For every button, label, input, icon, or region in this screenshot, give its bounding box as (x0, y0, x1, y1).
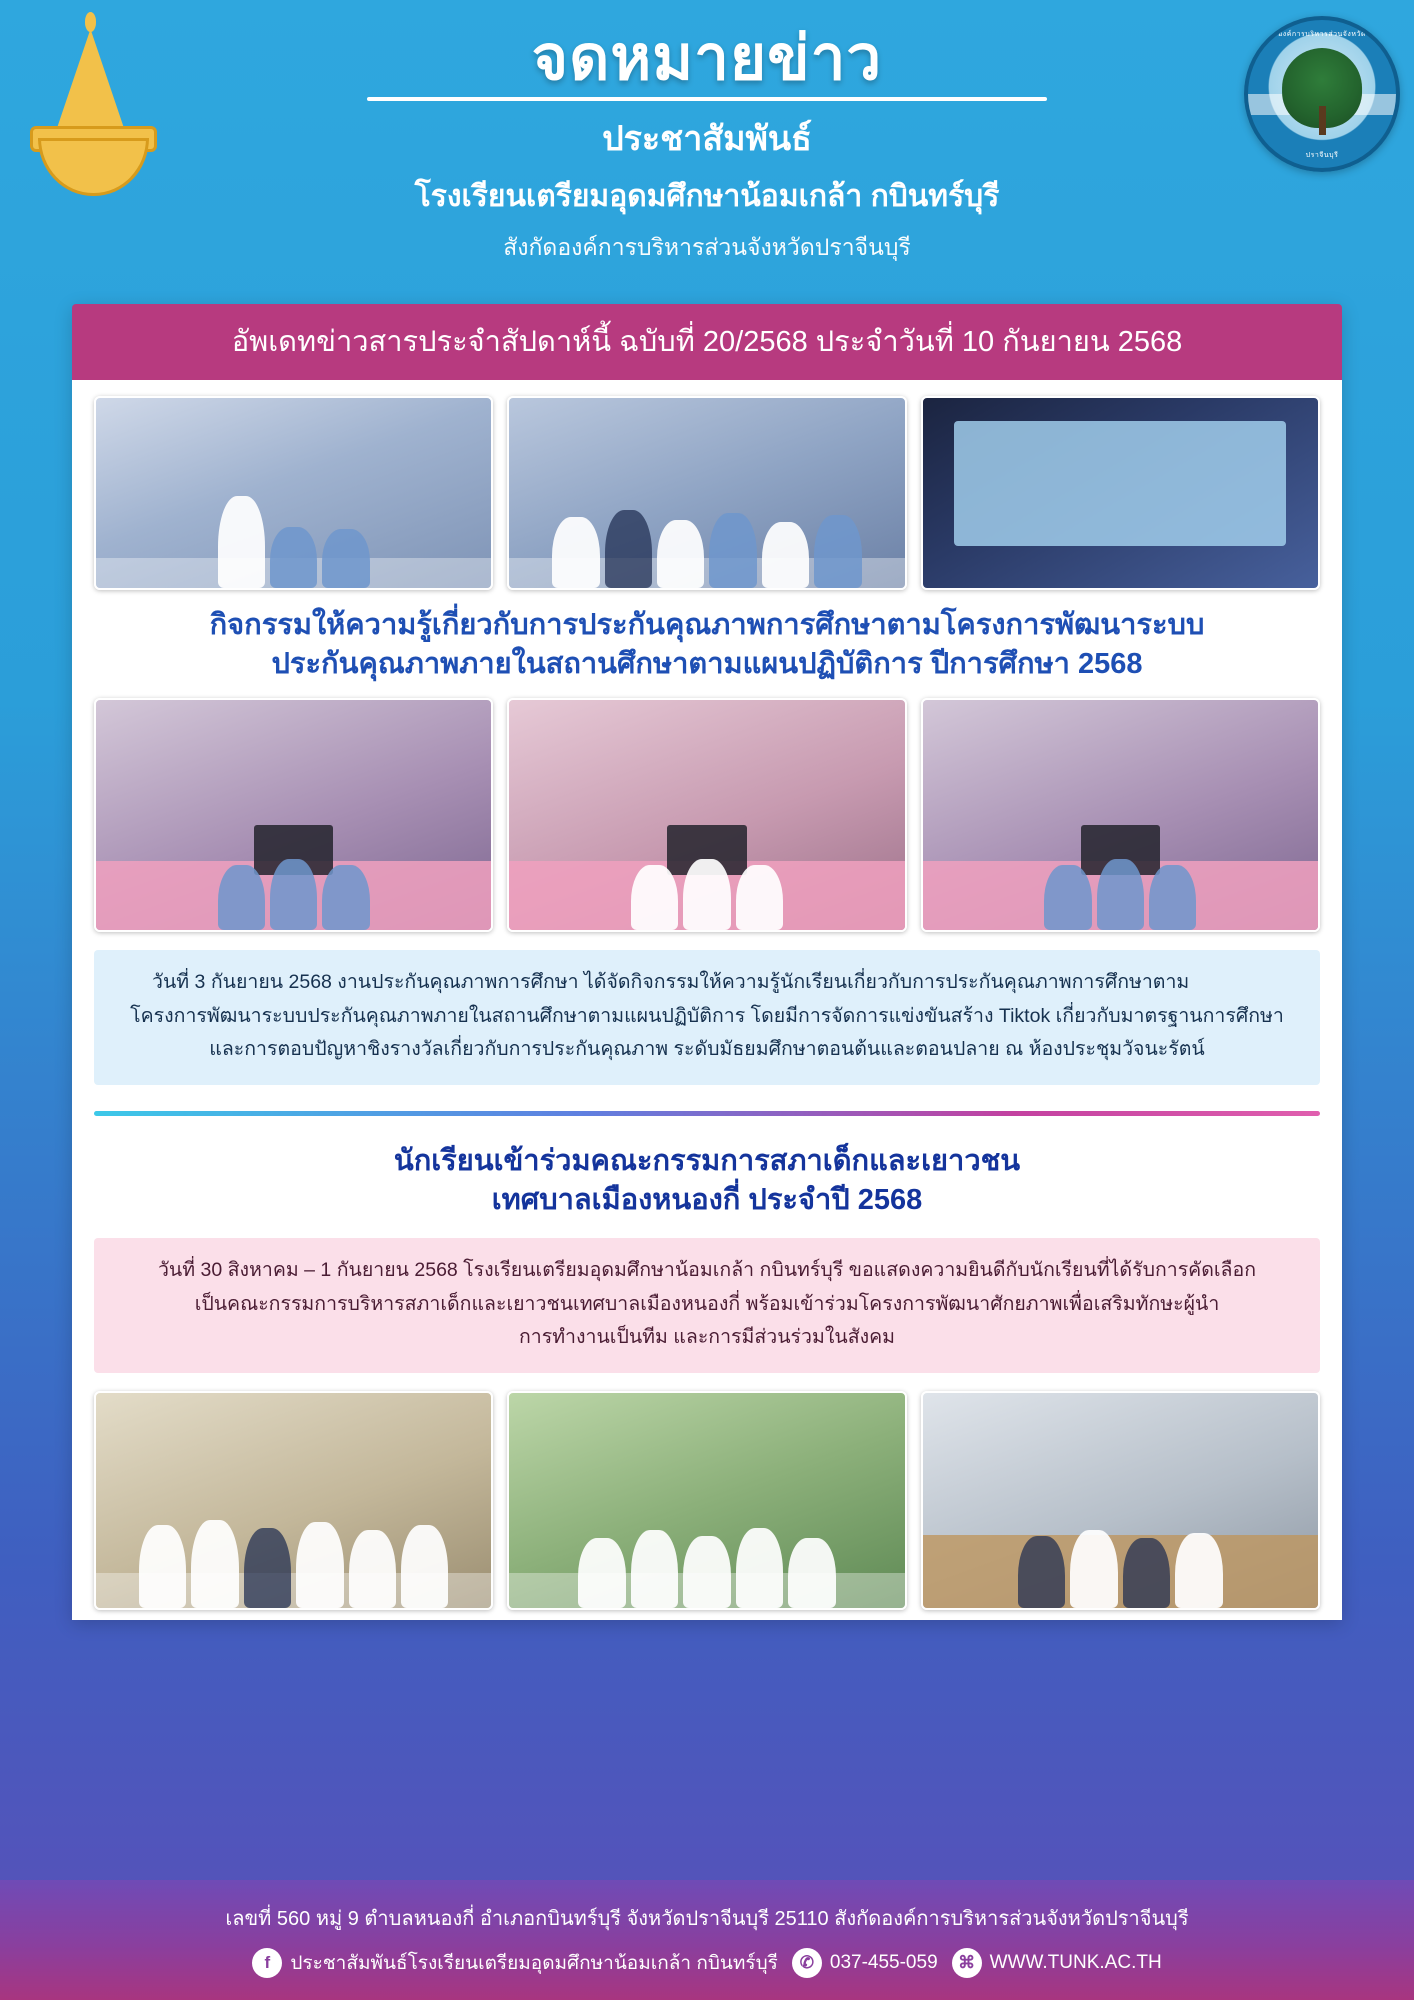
section1-headline-line2: ประกันคุณภาพภายในสถานศึกษาตามแผนปฏิบัติการ ปีการศึกษา 2568 (271, 648, 1143, 681)
section2-paragraph-line3: การทำงานเป็นทีม และการมีส่วนร่วมในสังคม (518, 1326, 896, 1349)
footer-facebook[interactable] (252, 1948, 778, 1978)
footer-phone-label: 037-455-059 (829, 1952, 938, 1973)
page-title: จดหมายข่าว (531, 24, 883, 93)
photo-students-table-blue (94, 698, 493, 932)
section1-paragraph-line3: และการตอบปัญหาชิงรางวัลเกี่ยวกับการประกันคุณภาพ ระดับมัธยมศึกษาตอนต้นและตอนปลาย ณ ห้องประชุมวัจนะรัตน์ (209, 1038, 1205, 1061)
seal-text-top: องค์การบริหารส่วนจังหวัด (1278, 30, 1366, 38)
globe-icon: ⌘ (952, 1948, 982, 1978)
section-divider (94, 1111, 1320, 1116)
photo-group-outdoor (507, 1391, 906, 1610)
footer-contacts (0, 1948, 1414, 1978)
section2-paragraph-line2: เป็นคณะกรรมการบริหารสภาเด็กและเยาวชนเทศบาลเมืองหนองกี่ พร้อมเข้าร่วมโครงการพัฒนาศักยภาพเพื่อเสริมทักษะผู้นำ (194, 1292, 1220, 1315)
footer-address: เลขที่ 560 หมู่ 9 ตำบลหนองกี่ อำเภอกบินทร์บุรี จังหวัดปราจีนบุรี 25110 สังกัดองค์การบริหารส่วนจังหวัดปราจีนบุรี (225, 1908, 1189, 1930)
title-divider (367, 97, 1047, 101)
issue-banner: อัพเดทข่าวสารประจำสัปดาห์นี้ ฉบับที่ 20/2568 ประจำวันที่ 10 กันยายน 2568 (72, 304, 1342, 380)
footer-website-label: WWW.TUNK.AC.TH (989, 1952, 1162, 1973)
facebook-icon: f (252, 1948, 282, 1978)
section2-paragraph (94, 1238, 1320, 1373)
photo-student-group (507, 396, 906, 590)
photo-presentation-screen (921, 396, 1320, 590)
section1-paragraph-line2: โครงการพัฒนาระบบประกันคุณภาพภายในสถานศึกษาตามแผนปฏิบัติการ โดยมีการจัดการแข่งขันสร้าง Tiktok เกี่ยวกับมาตรฐานการศึกษา (130, 1004, 1284, 1027)
section2-headline-line2: เทศบาลเมืองหนองกี่ ประจำปี 2568 (491, 1184, 923, 1217)
subtitle-public-relations: ประชาสัมพันธ์ (602, 120, 812, 159)
footer-phone[interactable] (792, 1948, 938, 1978)
section2-paragraph-line1: วันที่ 30 สิงหาคม – 1 กันยายน 2568 โรงเรียนเตรียมอุดมศึกษาน้อมเกล้า กบินทร์บุรี ขอแสดงความยินดีกับนักเรียนที่ได้รับการคัดเลือก (157, 1259, 1257, 1282)
footer-website[interactable] (952, 1948, 1162, 1978)
section2-photo-row (94, 1391, 1320, 1610)
phone-icon: ✆ (792, 1948, 822, 1978)
content-card (72, 304, 1342, 1620)
subtitle-school-name: โรงเรียนเตรียมอุดมศึกษาน้อมเกล้า กบินทร์บุรี (414, 180, 1000, 214)
section1-paragraph-line1: วันที่ 3 กันยายน 2568 งานประกันคุณภาพการศึกษา ได้จัดกิจกรรมให้ความรู้นักเรียนเกี่ยวกับการประกันคุณภาพการศึกษาตาม (152, 971, 1190, 994)
photo-group-hall (94, 1391, 493, 1610)
photo-students-presenting (921, 698, 1320, 932)
provincial-seal-icon (1244, 16, 1392, 164)
section1-photo-row-bottom (94, 698, 1320, 932)
seal-text-bottom: ปราจีนบุรี (1305, 151, 1339, 159)
page-footer (0, 1880, 1414, 2000)
section1-paragraph (94, 950, 1320, 1085)
section2-headline (94, 1142, 1320, 1220)
photo-students-table-white (507, 698, 906, 932)
section2-headline-line1: นักเรียนเข้าร่วมคณะกรรมการสภาเด็กและเยาวชน (393, 1144, 1021, 1177)
section1-headline-line1: กิจกรรมให้ความรู้เกี่ยวกับการประกันคุณภาพการศึกษาตามโครงการพัฒนาระบบ (209, 609, 1205, 641)
section1-headline (94, 606, 1320, 684)
thai-royal-emblem-icon (18, 12, 163, 212)
footer-facebook-label: ประชาสัมพันธ์โรงเรียนเตรียมอุดมศึกษาน้อมเกล้า กบินทร์บุรี (290, 1953, 778, 1974)
page-header (0, 0, 1414, 296)
photo-classroom (94, 396, 493, 590)
photo-meeting-room (921, 1391, 1320, 1610)
section1-photo-row-top (94, 396, 1320, 590)
subtitle-affiliation: สังกัดองค์การบริหารส่วนจังหวัดปราจีนบุรี (503, 234, 911, 261)
